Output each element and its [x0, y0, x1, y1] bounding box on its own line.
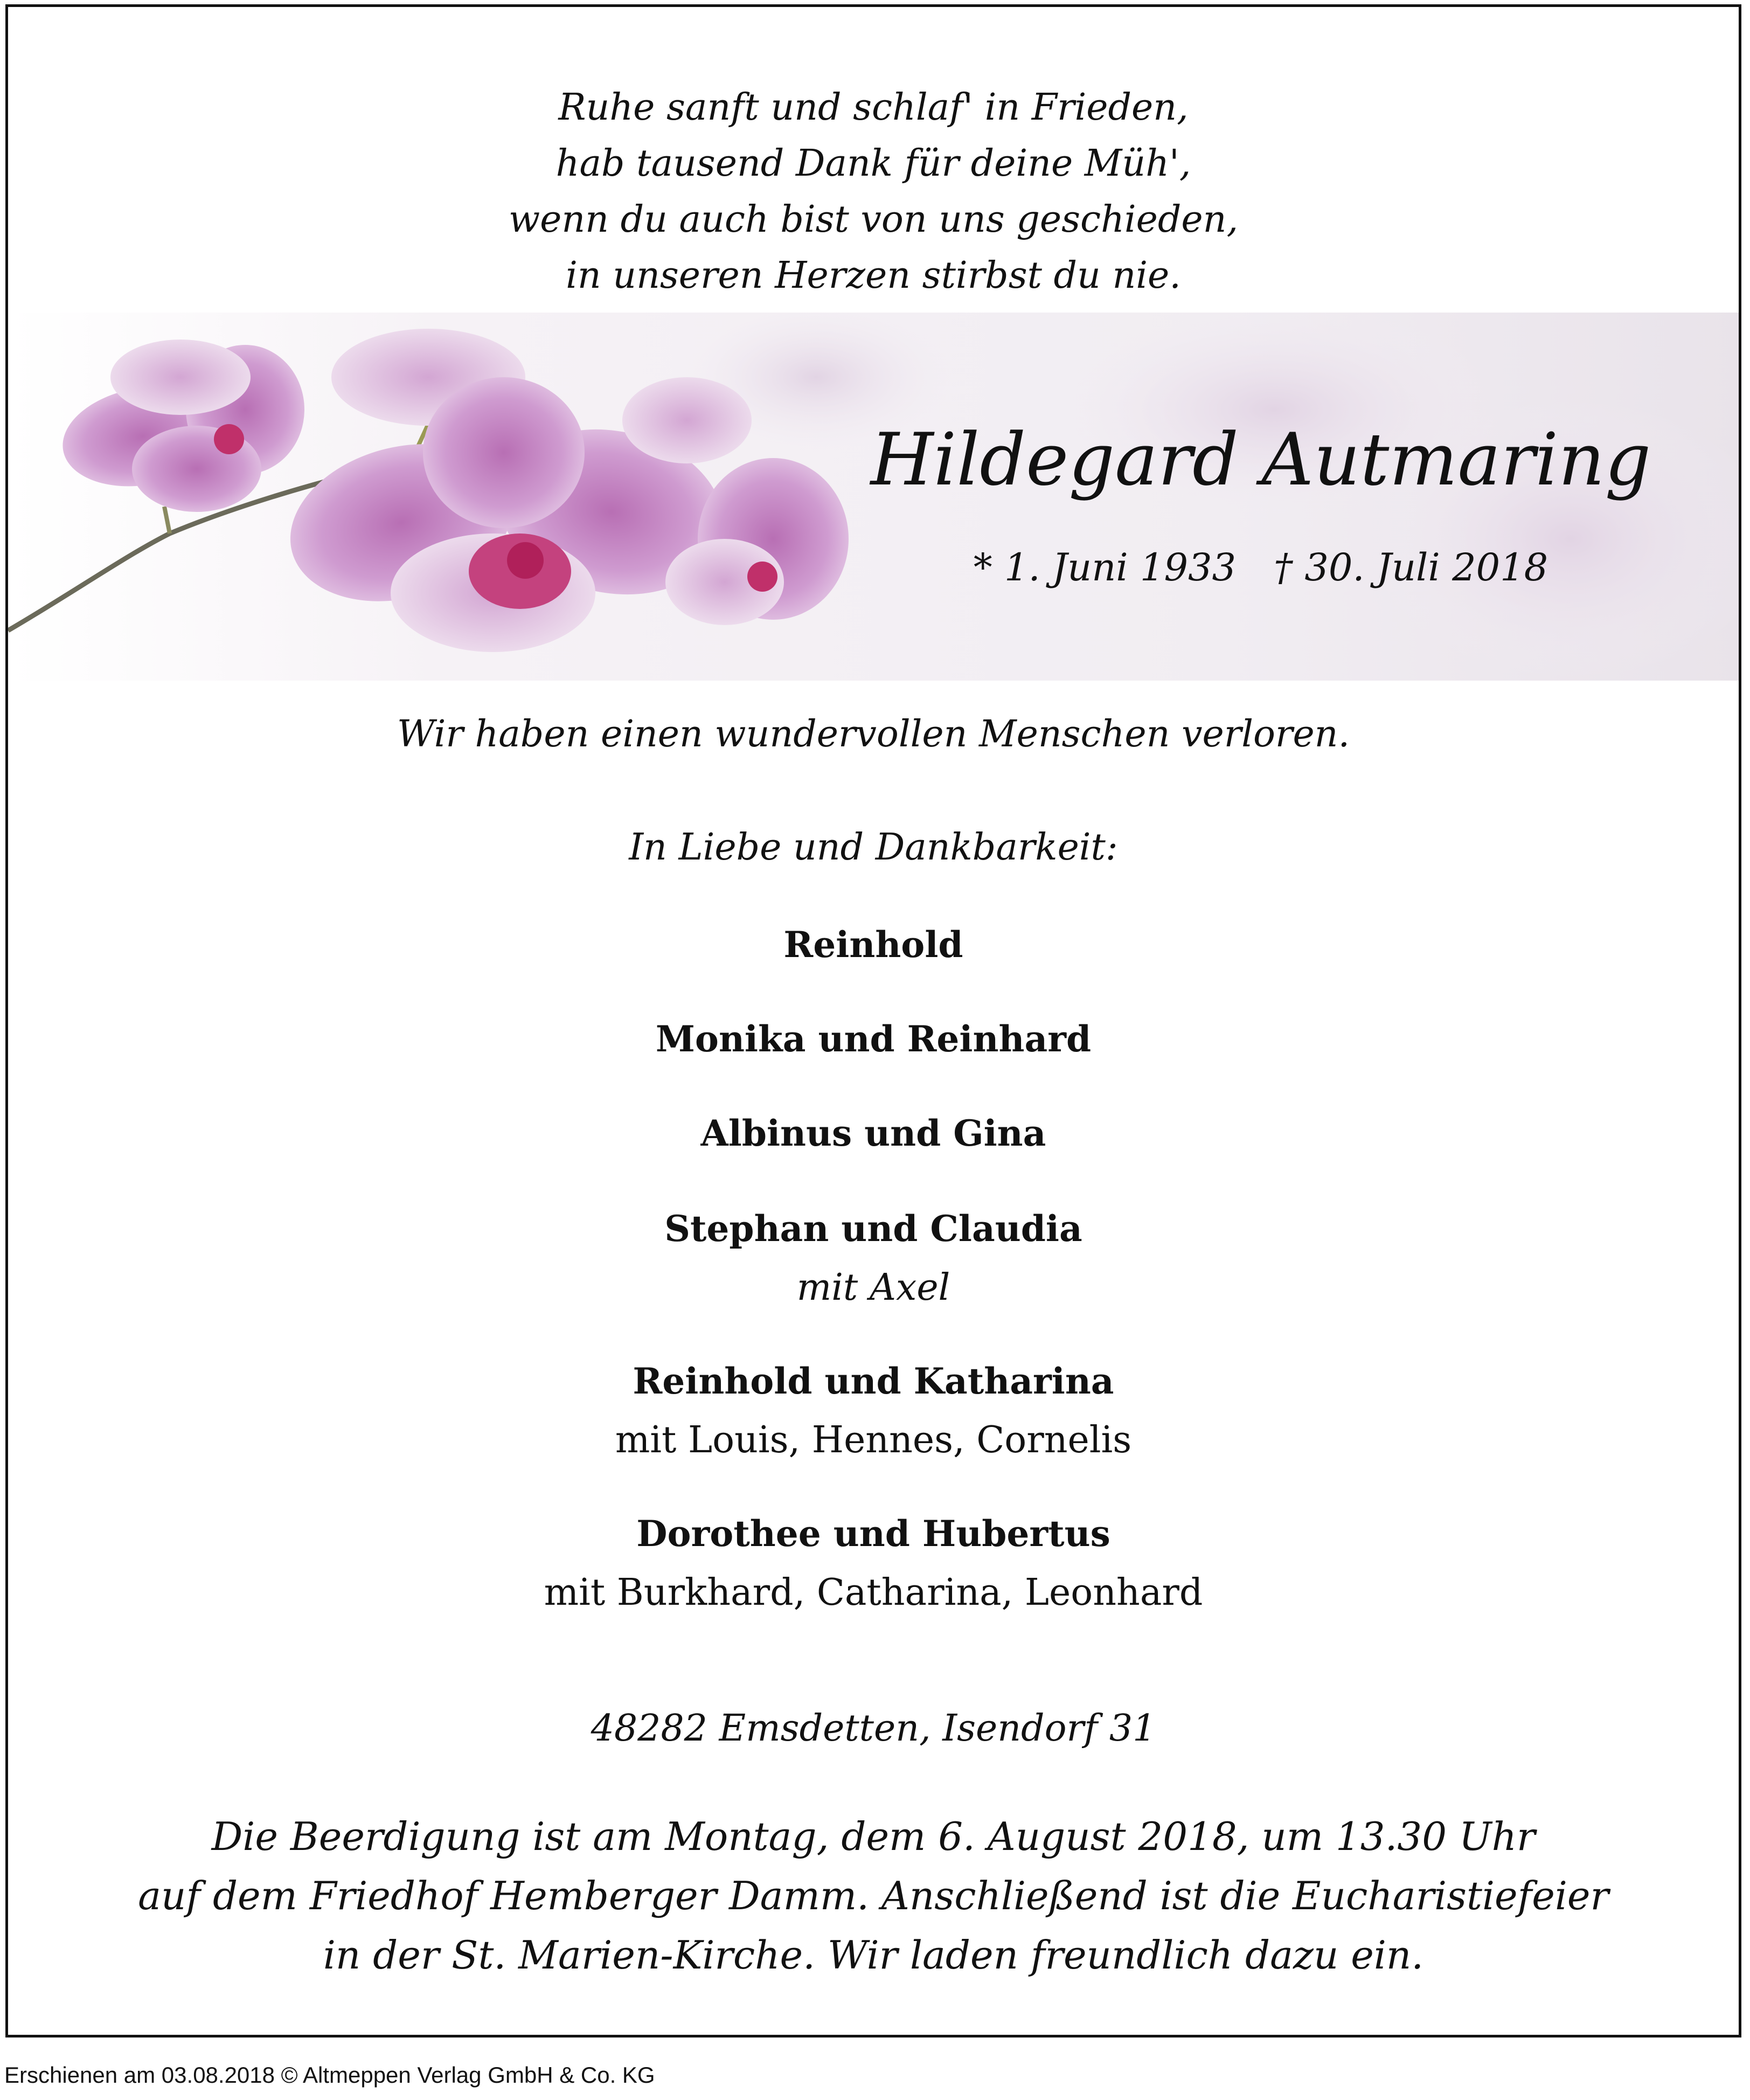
signoff-line: In Liebe und Dankbarkeit: — [629, 826, 1118, 869]
mourner-names: Reinhold und Katharina — [633, 1360, 1114, 1402]
address: 48282 Emsdetten, Isendorf 31 — [591, 1707, 1156, 1750]
funeral-line: auf dem Friedhof Hemberger Damm. Anschließend ist die Eucharistiefeier — [138, 1873, 1609, 1918]
poem-line: wenn du auch bist von uns geschieden, — [508, 198, 1239, 241]
obituary-notice — [5, 4, 1741, 2037]
mourner-with: mit Louis, Hennes, Cornelis — [615, 1419, 1132, 1461]
mourner-names: Albinus und Gina — [700, 1112, 1046, 1154]
publication-footer: Erschienen am 03.08.2018 © Altmeppen Verlag GmbH & Co. KG — [4, 2062, 655, 2088]
mourner-with: mit Axel — [796, 1266, 950, 1309]
life-dates — [827, 540, 1695, 594]
death-date: † 30. Juli 2018 — [1274, 545, 1548, 590]
intro-line: Wir haben einen wundervollen Menschen verloren. — [397, 713, 1350, 756]
funeral-line: Die Beerdigung ist am Montag, dem 6. August 2018, um 13.30 Uhr — [211, 1814, 1536, 1859]
mourner-with: mit Burkhard, Catharina, Leonhard — [544, 1571, 1203, 1614]
deceased-name: Hildegard Autmaring — [870, 418, 1651, 502]
mourner-names: Reinhold — [783, 924, 963, 966]
poem-line: Ruhe sanft und schlaf' in Frieden, — [558, 86, 1189, 129]
poem-line: hab tausend Dank für deine Müh', — [555, 142, 1191, 185]
funeral-line: in der St. Marien-Kirche. Wir laden freundlich dazu ein. — [323, 1932, 1424, 1978]
birth-date: * 1. Juni 1933 — [973, 545, 1237, 590]
mourner-names: Stephan und Claudia — [664, 1208, 1082, 1250]
mourner-names: Dorothee und Hubertus — [636, 1513, 1110, 1555]
memorial-poem — [8, 80, 1739, 304]
mourner-names: Monika und Reinhard — [655, 1018, 1092, 1060]
funeral-notice — [8, 1807, 1739, 1985]
poem-line: in unseren Herzen stirbst du nie. — [566, 254, 1181, 297]
